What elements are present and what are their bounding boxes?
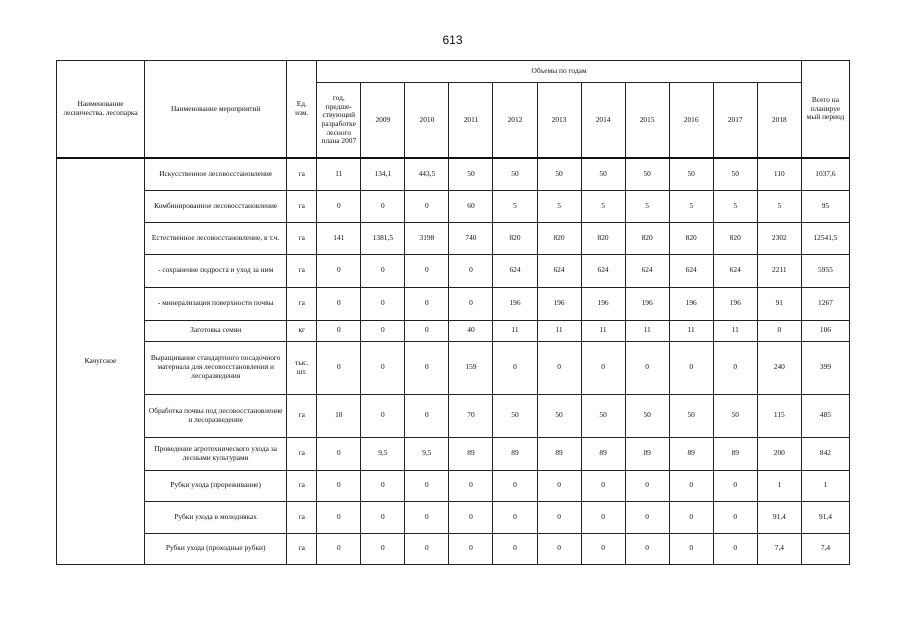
activity-name: Естественное лесовосстановление, в т.ч. <box>145 222 287 254</box>
header-unit: Ед. изм. <box>287 61 317 159</box>
value-cell: 5 <box>713 190 757 222</box>
header-year: 2010 <box>405 83 449 159</box>
total-cell: 399 <box>801 341 849 394</box>
value-cell: 0 <box>493 501 537 533</box>
value-cell: 624 <box>537 254 581 287</box>
value-cell: 50 <box>537 394 581 437</box>
value-cell: 115 <box>757 394 801 437</box>
value-cell: 91 <box>757 287 801 320</box>
value-cell: 141 <box>317 222 361 254</box>
value-cell: 0 <box>317 533 361 564</box>
value-cell: 89 <box>669 437 713 470</box>
value-cell: 0 <box>625 501 669 533</box>
value-cell: 0 <box>317 501 361 533</box>
value-cell: 0 <box>581 470 625 501</box>
value-cell: 624 <box>493 254 537 287</box>
value-cell: 196 <box>537 287 581 320</box>
table-row <box>57 533 850 564</box>
unit-cell: га <box>287 470 317 501</box>
header-year: 2018 <box>757 83 801 159</box>
activity-name: Комбинированное лесовосстановление <box>145 190 287 222</box>
value-cell: 5 <box>493 190 537 222</box>
value-cell: 1381,5 <box>361 222 405 254</box>
table-row <box>57 287 850 320</box>
value-cell: 0 <box>713 341 757 394</box>
header-year: 2015 <box>625 83 669 159</box>
value-cell: 5 <box>625 190 669 222</box>
value-cell: 50 <box>713 394 757 437</box>
value-cell: 0 <box>317 470 361 501</box>
value-cell: 5 <box>537 190 581 222</box>
value-cell: 0 <box>317 341 361 394</box>
value-cell: 89 <box>537 437 581 470</box>
value-cell: 0 <box>449 533 493 564</box>
value-cell: 0 <box>405 394 449 437</box>
value-cell: 624 <box>669 254 713 287</box>
value-cell: 0 <box>537 533 581 564</box>
table-header <box>57 61 850 159</box>
value-cell: 0 <box>317 254 361 287</box>
header-volumes: Объемы по годам <box>317 61 802 83</box>
value-cell: 0 <box>581 501 625 533</box>
value-cell: 0 <box>405 287 449 320</box>
value-cell: 0 <box>537 341 581 394</box>
value-cell: 9,5 <box>405 437 449 470</box>
activity-name: Выращивание стандартного посадочного материала для лесовосстановления и лесоразведения <box>145 341 287 394</box>
activity-name: - минерализация поверхности почвы <box>145 287 287 320</box>
unit-cell: га <box>287 190 317 222</box>
value-cell: 3198 <box>405 222 449 254</box>
header-year: 2014 <box>581 83 625 159</box>
table-row <box>57 341 850 394</box>
unit-cell: тыс. шт. <box>287 341 317 394</box>
value-cell: 50 <box>537 158 581 190</box>
value-cell: 0 <box>405 320 449 341</box>
value-cell: 0 <box>537 501 581 533</box>
activity-name: Рубки ухода (проходные рубки) <box>145 533 287 564</box>
value-cell: 11 <box>581 320 625 341</box>
total-cell: 485 <box>801 394 849 437</box>
activity-name: Рубки ухода в молодняках <box>145 501 287 533</box>
value-cell: 624 <box>581 254 625 287</box>
value-cell: 0 <box>405 254 449 287</box>
forestry-name: Качугское <box>57 158 145 564</box>
value-cell: 0 <box>361 190 405 222</box>
header-prior-year: год, предше-ствующий разработке лесного плана 2007 <box>317 83 361 159</box>
value-cell: 0 <box>669 533 713 564</box>
value-cell: 70 <box>449 394 493 437</box>
total-cell: 5955 <box>801 254 849 287</box>
table-row <box>57 158 850 190</box>
activity-name: Искусственное лесовосстановление <box>145 158 287 190</box>
value-cell: 0 <box>361 501 405 533</box>
value-cell: 110 <box>757 158 801 190</box>
value-cell: 196 <box>625 287 669 320</box>
value-cell: 50 <box>625 394 669 437</box>
forestry-plan-table <box>56 60 850 565</box>
activity-name: Обработка почвы под лесовосстановление и лесоразведение <box>145 394 287 437</box>
table-row <box>57 437 850 470</box>
value-cell: 820 <box>669 222 713 254</box>
value-cell: 89 <box>449 437 493 470</box>
value-cell: 0 <box>405 501 449 533</box>
total-cell: 1 <box>801 470 849 501</box>
unit-cell: кг <box>287 320 317 341</box>
value-cell: 0 <box>493 341 537 394</box>
header-total: Всего на планируе мый период <box>801 61 849 159</box>
value-cell: 0 <box>625 470 669 501</box>
value-cell: 1 <box>757 470 801 501</box>
value-cell: 134,1 <box>361 158 405 190</box>
value-cell: 91,4 <box>757 501 801 533</box>
table-body <box>57 158 850 564</box>
value-cell: 89 <box>581 437 625 470</box>
value-cell: 0 <box>405 341 449 394</box>
activity-name: Заготовка семян <box>145 320 287 341</box>
value-cell: 60 <box>449 190 493 222</box>
total-cell: 91,4 <box>801 501 849 533</box>
value-cell: 2302 <box>757 222 801 254</box>
header-year: 2012 <box>493 83 537 159</box>
value-cell: 0 <box>361 394 405 437</box>
value-cell: 5 <box>757 190 801 222</box>
value-cell: 0 <box>757 320 801 341</box>
value-cell: 0 <box>581 341 625 394</box>
value-cell: 0 <box>405 190 449 222</box>
table-row <box>57 320 850 341</box>
value-cell: 0 <box>449 254 493 287</box>
value-cell: 5 <box>581 190 625 222</box>
value-cell: 50 <box>493 394 537 437</box>
value-cell: 0 <box>625 341 669 394</box>
table-row <box>57 190 850 222</box>
unit-cell: га <box>287 533 317 564</box>
header-activity: Наименование мероприятий <box>145 61 287 159</box>
value-cell: 0 <box>537 470 581 501</box>
value-cell: 0 <box>317 190 361 222</box>
value-cell: 89 <box>493 437 537 470</box>
activity-name: Проведение агротехнического ухода за лесными культурами <box>145 437 287 470</box>
value-cell: 0 <box>361 470 405 501</box>
value-cell: 11 <box>669 320 713 341</box>
value-cell: 0 <box>669 341 713 394</box>
value-cell: 0 <box>625 533 669 564</box>
value-cell: 0 <box>713 470 757 501</box>
value-cell: 0 <box>317 287 361 320</box>
value-cell: 820 <box>537 222 581 254</box>
header-year: 2009 <box>361 83 405 159</box>
total-cell: 7,4 <box>801 533 849 564</box>
value-cell: 0 <box>449 287 493 320</box>
header-year: 2013 <box>537 83 581 159</box>
total-cell: 842 <box>801 437 849 470</box>
value-cell: 0 <box>361 287 405 320</box>
value-cell: 240 <box>757 341 801 394</box>
page-number: 613 <box>442 33 463 47</box>
value-cell: 196 <box>493 287 537 320</box>
value-cell: 50 <box>669 394 713 437</box>
table-row <box>57 254 850 287</box>
value-cell: 0 <box>361 341 405 394</box>
table-row <box>57 501 850 533</box>
value-cell: 820 <box>713 222 757 254</box>
unit-cell: га <box>287 287 317 320</box>
value-cell: 443,5 <box>405 158 449 190</box>
value-cell: 0 <box>493 470 537 501</box>
value-cell: 0 <box>713 501 757 533</box>
value-cell: 0 <box>317 320 361 341</box>
value-cell: 624 <box>625 254 669 287</box>
total-cell: 106 <box>801 320 849 341</box>
value-cell: 50 <box>581 158 625 190</box>
value-cell: 2211 <box>757 254 801 287</box>
value-cell: 11 <box>493 320 537 341</box>
value-cell: 0 <box>713 533 757 564</box>
total-cell: 95 <box>801 190 849 222</box>
value-cell: 40 <box>449 320 493 341</box>
value-cell: 820 <box>625 222 669 254</box>
value-cell: 0 <box>449 501 493 533</box>
header-org: Наименование лесничества, лесопарка <box>57 61 145 159</box>
value-cell: 11 <box>317 158 361 190</box>
value-cell: 624 <box>713 254 757 287</box>
total-cell: 12541,5 <box>801 222 849 254</box>
value-cell: 89 <box>625 437 669 470</box>
value-cell: 0 <box>361 254 405 287</box>
value-cell: 50 <box>625 158 669 190</box>
value-cell: 0 <box>493 533 537 564</box>
value-cell: 0 <box>581 533 625 564</box>
value-cell: 0 <box>361 320 405 341</box>
value-cell: 0 <box>449 470 493 501</box>
value-cell: 50 <box>713 158 757 190</box>
value-cell: 50 <box>669 158 713 190</box>
value-cell: 50 <box>493 158 537 190</box>
value-cell: 89 <box>713 437 757 470</box>
total-cell: 1037,6 <box>801 158 849 190</box>
value-cell: 196 <box>669 287 713 320</box>
total-cell: 1267 <box>801 287 849 320</box>
header-year: 2011 <box>449 83 493 159</box>
header-year: 2016 <box>669 83 713 159</box>
value-cell: 9,5 <box>361 437 405 470</box>
unit-cell: га <box>287 254 317 287</box>
unit-cell: га <box>287 222 317 254</box>
unit-cell: га <box>287 394 317 437</box>
value-cell: 50 <box>449 158 493 190</box>
value-cell: 820 <box>581 222 625 254</box>
unit-cell: га <box>287 437 317 470</box>
unit-cell: га <box>287 501 317 533</box>
value-cell: 7,4 <box>757 533 801 564</box>
header-year: 2017 <box>713 83 757 159</box>
value-cell: 10 <box>317 394 361 437</box>
value-cell: 196 <box>713 287 757 320</box>
value-cell: 196 <box>581 287 625 320</box>
value-cell: 11 <box>713 320 757 341</box>
value-cell: 0 <box>317 437 361 470</box>
value-cell: 11 <box>537 320 581 341</box>
table-row <box>57 222 850 254</box>
value-cell: 0 <box>405 470 449 501</box>
value-cell: 5 <box>669 190 713 222</box>
value-cell: 11 <box>625 320 669 341</box>
table-row <box>57 394 850 437</box>
value-cell: 0 <box>361 533 405 564</box>
value-cell: 820 <box>493 222 537 254</box>
value-cell: 50 <box>581 394 625 437</box>
activity-name: - сохранение подроста и уход за ним <box>145 254 287 287</box>
value-cell: 740 <box>449 222 493 254</box>
table-row <box>57 470 850 501</box>
value-cell: 0 <box>405 533 449 564</box>
activity-name: Рубки ухода (прореживание) <box>145 470 287 501</box>
value-cell: 0 <box>669 470 713 501</box>
value-cell: 200 <box>757 437 801 470</box>
unit-cell: га <box>287 158 317 190</box>
value-cell: 0 <box>669 501 713 533</box>
value-cell: 159 <box>449 341 493 394</box>
